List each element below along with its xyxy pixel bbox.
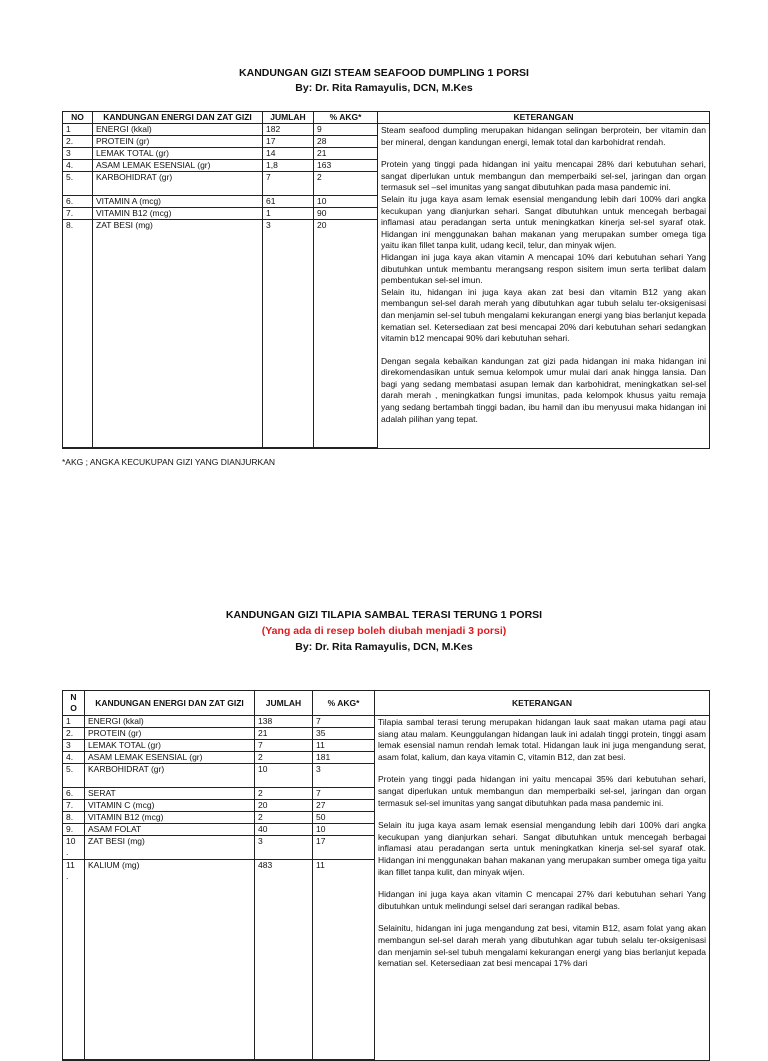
- cell-amount: 2: [255, 752, 313, 764]
- cell-amount: 7: [255, 740, 313, 752]
- cell-akg: 50: [313, 812, 375, 824]
- cell-amount: 40: [255, 824, 313, 836]
- cell-amount: 17: [263, 136, 314, 148]
- cell-akg: 27: [313, 800, 375, 812]
- description-paragraph: Steam seafood dumpling merupakan hidangan selingan berprotein, ber vitamin dan ber mineral, dengan kandungan energi, lemak total dan karbohidrat rendah.: [381, 125, 706, 147]
- cell-akg: 7: [313, 716, 375, 728]
- cell-akg: 20: [314, 220, 378, 448]
- description-paragraph: Selain itu juga kaya asam lemak esensial mengandung lebih dari 100% dari angka kecukupan yang dianjurkan sehari. Sangat dibutuhkan untuk mencegah berbagai inflamasi atau peradangan serta untuk meningkatkan kinerja sel-sel syaraf otak. Hidangan ini menggunakan bahan makanan yang merupakan sumber omega tiga yaitu ikan fillet tanpa kulit, dan minyak wijen.: [378, 820, 706, 877]
- cell-no: 5.: [63, 172, 93, 196]
- cell-akg: 2: [314, 172, 378, 196]
- cell-no: 4.: [63, 752, 85, 764]
- cell-akg: 11: [313, 860, 375, 1060]
- cell-no: 7.: [63, 800, 85, 812]
- table-header-row: [63, 112, 710, 124]
- cell-nutrient: ASAM LEMAK ESENSIAL (gr): [93, 160, 263, 172]
- section2-author: By: Dr. Rita Ramayulis, DCN, M.Kes: [295, 641, 473, 653]
- col-header-amount: JUMLAH: [255, 691, 313, 716]
- akg-footnote: *AKG ; ANGKA KECUKUPAN GIZI YANG DIANJURKAN: [62, 457, 276, 467]
- col-header-nutrient: KANDUNGAN ENERGI DAN ZAT GIZI: [85, 691, 255, 716]
- col-header-no: NO: [63, 112, 93, 124]
- cell-amount: 2: [255, 812, 313, 824]
- description-paragraph: Selain itu juga kaya asam lemak esensial mengandung lebih dari 100% dari angka kecukupan yang dianjurkan sehari. Sangat dibutuhkan untuk mencegah berbagai inflamasi atau peradangan serta untuk meningkatkan kinerja sel-sel syaraf otak. Hidangan ini menggunakan bahan makanan yang merupakan sumber omega tiga yaitu ikan fillet tanpa kulit, udang kecil, telur, dan minyak wijen.: [381, 193, 706, 251]
- table-row: [63, 716, 710, 728]
- cell-no: 8.: [63, 220, 93, 448]
- cell-nutrient: LEMAK TOTAL (gr): [85, 740, 255, 752]
- cell-no: 9.: [63, 824, 85, 836]
- cell-amount: 3: [255, 836, 313, 860]
- cell-amount: 2: [255, 788, 313, 800]
- cell-nutrient: PROTEIN (gr): [93, 136, 263, 148]
- cell-amount: 182: [263, 124, 314, 136]
- col-header-description: KETERANGAN: [375, 691, 710, 716]
- col-header-description: KETERANGAN: [378, 112, 710, 124]
- col-header-akg: % AKG*: [313, 691, 375, 716]
- cell-akg: 21: [314, 148, 378, 160]
- cell-amount: 483: [255, 860, 313, 1060]
- section2-subtitle: (Yang ada di resep boleh diubah menjadi 3 porsi): [261, 625, 507, 637]
- col-header-amount: JUMLAH: [263, 112, 314, 124]
- section1-title: KANDUNGAN GIZI STEAM SEAFOOD DUMPLING 1 PORSI: [239, 67, 529, 79]
- cell-no: 10 .: [63, 836, 85, 860]
- cell-amount: 14: [263, 148, 314, 160]
- col-header-akg: % AKG*: [314, 112, 378, 124]
- cell-nutrient: KARBOHIDRAT (gr): [93, 172, 263, 196]
- cell-no: 5.: [63, 764, 85, 788]
- cell-nutrient: ZAT BESI (mg): [93, 220, 263, 448]
- cell-nutrient: ASAM FOLAT: [85, 824, 255, 836]
- cell-no: 2.: [63, 136, 93, 148]
- cell-amount: 3: [263, 220, 314, 448]
- cell-nutrient: LEMAK TOTAL (gr): [93, 148, 263, 160]
- section1-author: By: Dr. Rita Ramayulis, DCN, M.Kes: [295, 82, 473, 94]
- cell-akg: 163: [314, 160, 378, 172]
- cell-nutrient: ENERGI (kkal): [85, 716, 255, 728]
- cell-amount: 7: [263, 172, 314, 196]
- description-cell: [378, 124, 710, 449]
- cell-nutrient: KALIUM (mg): [85, 860, 255, 1060]
- cell-nutrient: ENERGI (kkal): [93, 124, 263, 136]
- cell-no: 11 .: [63, 860, 85, 1060]
- cell-akg: 90: [314, 208, 378, 220]
- cell-nutrient: VITAMIN C (mcg): [85, 800, 255, 812]
- cell-amount: 138: [255, 716, 313, 728]
- col-header-no: N O: [63, 691, 85, 716]
- cell-nutrient: ASAM LEMAK ESENSIAL (gr): [85, 752, 255, 764]
- cell-nutrient: ZAT BESI (mg): [85, 836, 255, 860]
- description-paragraph: Protein yang tinggi pada hidangan ini yaitu mencapai 35% dari kebutuhan sehari, sangat diperlukan untuk membangun dan memperbaiki sel-sel, jaringan dan organ termasuk sel-sel imunitas yang sangat dibutuhkan pada masa pandemic ini.: [378, 774, 706, 808]
- cell-no: 8.: [63, 812, 85, 824]
- cell-nutrient: PROTEIN (gr): [85, 728, 255, 740]
- cell-amount: 21: [255, 728, 313, 740]
- cell-akg: 9: [314, 124, 378, 136]
- cell-akg: 10: [314, 196, 378, 208]
- cell-amount: 10: [255, 764, 313, 788]
- cell-no: 2.: [63, 728, 85, 740]
- cell-nutrient: VITAMIN A (mcg): [93, 196, 263, 208]
- section2-title: KANDUNGAN GIZI TILAPIA SAMBAL TERASI TERUNG 1 PORSI: [225, 609, 543, 621]
- cell-amount: 1,8: [263, 160, 314, 172]
- cell-no: 1: [63, 124, 93, 136]
- cell-amount: 1: [263, 208, 314, 220]
- cell-no: 1: [63, 716, 85, 728]
- cell-akg: 181: [313, 752, 375, 764]
- cell-akg: 10: [313, 824, 375, 836]
- cell-nutrient: VITAMIN B12 (mcg): [93, 208, 263, 220]
- section2-nutrition-table: [62, 690, 710, 1061]
- description-paragraph: Tilapia sambal terasi terung merupakan hidangan lauk saat makan utama pagi atau siang atau malam. Keunggulangan hidangan lauk ini adalah tinggi protein, tinggi asam lemak esensial namun rendah lemak total. Hidangan lauk ini juga mengandung serat, asam folat, kalium, dan kaya vitamin C, vitamin B12, dan zat besi.: [378, 717, 706, 762]
- section1-nutrition-table: [62, 111, 710, 449]
- cell-no: 4.: [63, 160, 93, 172]
- description-paragraph: Dengan segala kebaikan kandungan zat gizi pada hidangan ini maka hidangan ini direkomendasikan untuk semua kelompok umur mulai dari anak hingga lansia. Dan bagi yang sedang membatasi asupan lemak dan karbohidrat, meningkatkan sel-sel darah merah , meningkatkan fungsi imunitas, pada kelompok khusus yaitu remaja yang sedang bertambah tinggi badan, ibu hamil dan ibu menyusui maka hidangan ini adalah pilihan yang tepat.: [381, 355, 706, 424]
- cell-no: 6.: [63, 196, 93, 208]
- cell-nutrient: KARBOHIDRAT (gr): [85, 764, 255, 788]
- description-cell: [375, 716, 710, 1061]
- cell-no: 7.: [63, 208, 93, 220]
- cell-nutrient: SERAT: [85, 788, 255, 800]
- description-paragraph: Hidangan ini juga kaya akan vitamin A mencapai 10% dari kebutuhan sehari Yang dibutuhkan untuk membantu merangsang respon sisitem imun serta terlibat dalam pembentukan sel-sel imun.: [381, 251, 706, 286]
- cell-akg: 7: [313, 788, 375, 800]
- table-row: [63, 124, 710, 136]
- cell-akg: 35: [313, 728, 375, 740]
- description-paragraph: Hidangan ini juga kaya akan vitamin C mencapai 27% dari kebutuhan sehari Yang dibutuhkan untuk melindungi selsel dari serangan radikal bebas.: [378, 889, 706, 911]
- cell-no: 3: [63, 740, 85, 752]
- cell-amount: 61: [263, 196, 314, 208]
- cell-no: 6.: [63, 788, 85, 800]
- cell-akg: 3: [313, 764, 375, 788]
- cell-amount: 20: [255, 800, 313, 812]
- description-paragraph: Protein yang tinggi pada hidangan ini yaitu mencapai 28% dari kebutuhan sehari, sangat diperlukan untuk membangun dan memperbaiki sel-sel, jaringan dan organ termasuk sel –sel imunitas yang sangat dibutuhkan pada masa pandemic ini.: [381, 159, 706, 193]
- description-paragraph: Selain itu, hidangan ini juga kaya akan zat besi dan vitamin B12 yang akan membangun sel-sel darah merah yang dibutuhkan agar tubuh selalu ter-oksigenisasi dan menjamin sel-sel tubuh mengalami kekurangan energi yang bias berlanjut kepada kematian sel. Ketersediaan zat besi mencapai 20% dari kebutuhan sehari sedangkan vitamin b12 mencapai 90% dari kebutuhan sehari.: [381, 286, 706, 344]
- cell-akg: 11: [313, 740, 375, 752]
- description-paragraph: Selainitu, hidangan ini juga mengandung zat besi, vitamin B12, asam folat yang akan membangun sel-sel darah merah yang dibutuhkan agar tubuh selalu ter-oksigenisasi dan menjamin sel-sel tubuh mengalami kekurangan energi yang bias berlanjut kepada kematian sel. Ketersediaan zat besi mencapai 17% dari: [378, 923, 706, 969]
- table-header-row: [63, 691, 710, 716]
- cell-nutrient: VITAMIN B12 (mcg): [85, 812, 255, 824]
- cell-no: 3: [63, 148, 93, 160]
- cell-akg: 17: [313, 836, 375, 860]
- cell-akg: 28: [314, 136, 378, 148]
- col-header-nutrient: KANDUNGAN ENERGI DAN ZAT GIZI: [93, 112, 263, 124]
